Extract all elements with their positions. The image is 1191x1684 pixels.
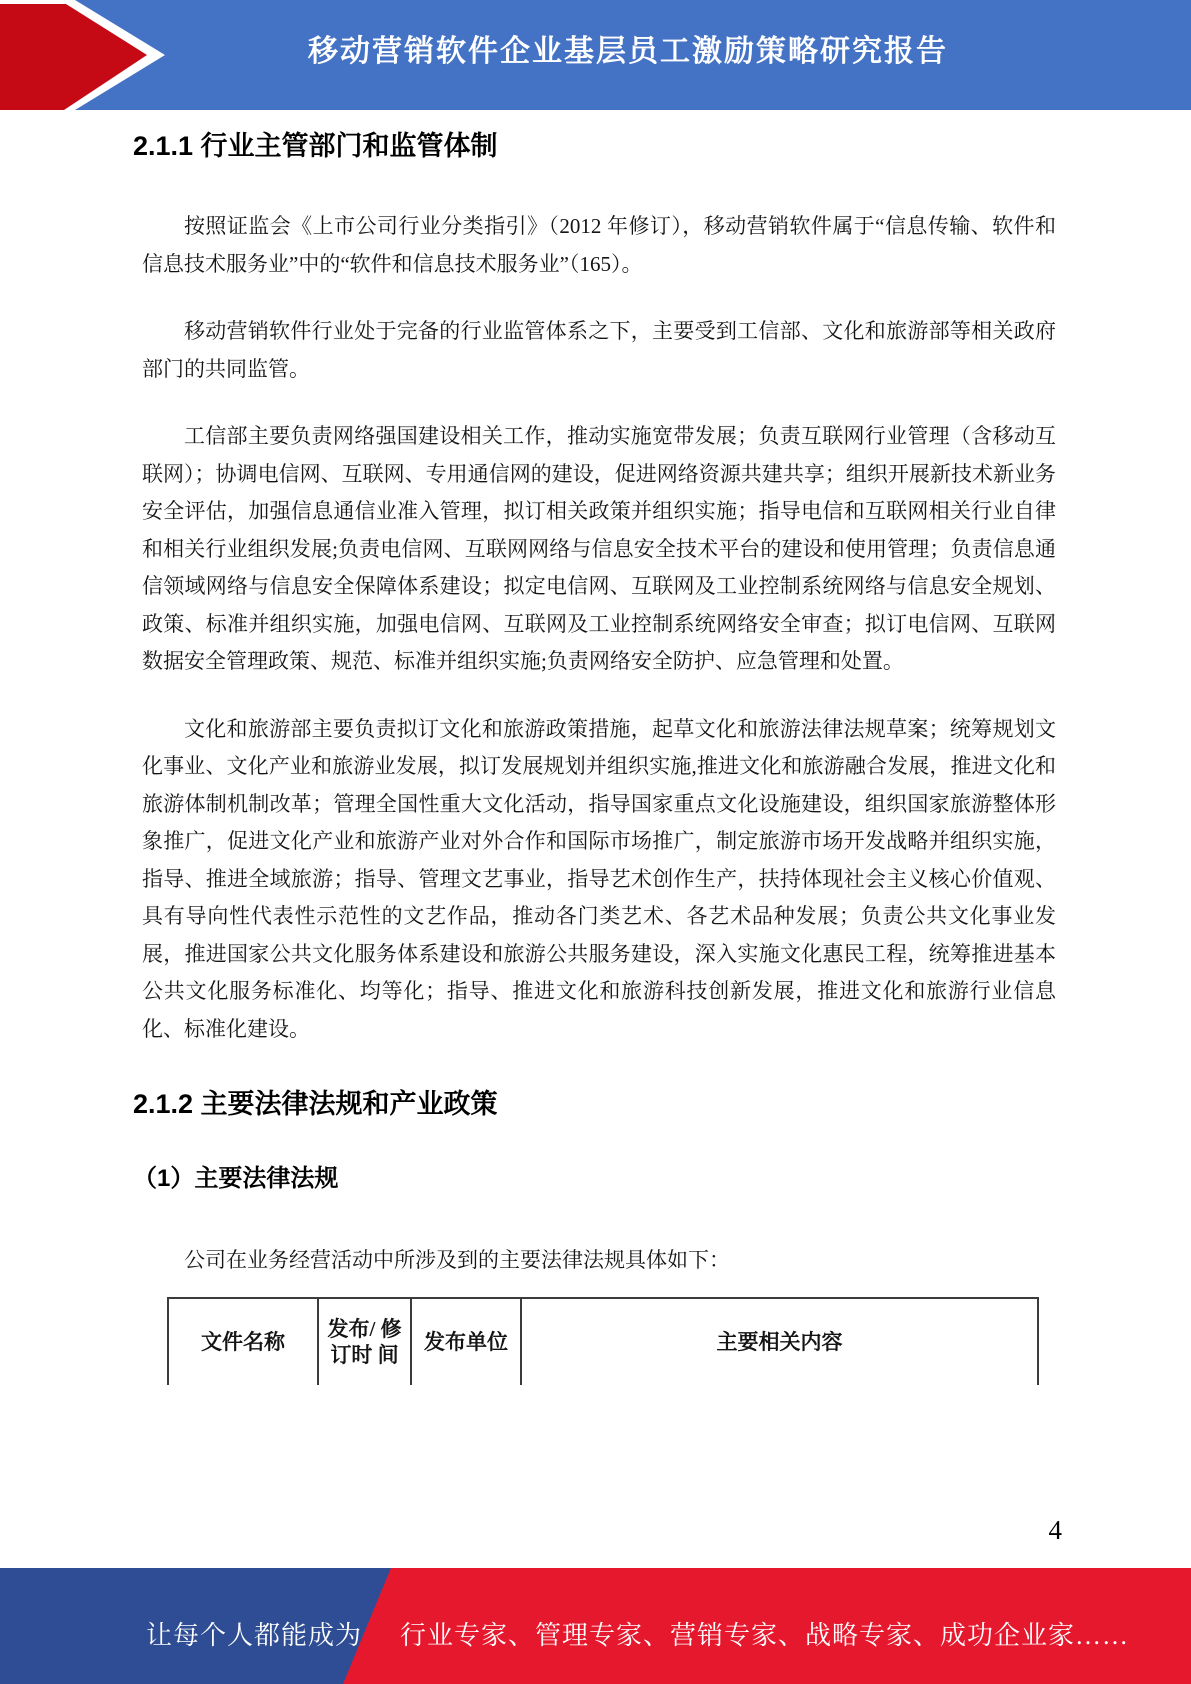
- section-heading-2-1-2: 2.1.2 主要法律法规和产业政策: [133, 1089, 498, 1119]
- table-header-issuing-unit: 发布单位: [412, 1299, 522, 1385]
- document-body: [0, 110, 1191, 1385]
- page-number: 4: [1048, 1515, 1062, 1545]
- paragraph-industry-classification: 按照证监会《上市公司行业分类指引》（2012 年修订），移动营销软件属于“信息传输、软件和信息技术服务业”中的“软件和信息技术服务业”（165）。: [142, 214, 1056, 276]
- footer-banner: [0, 1568, 1191, 1684]
- paragraph-miit-duties: 工信部主要负责网络强国建设相关工作，推动实施宽带发展；负责互联网行业管理（含移动互联网）；协调电信网、互联网、专用通信网的建设，促进网络资源共建共享；组织开展新技术新业务安全评估，加强信息通信业准入管理，拟订相关政策并组织实施；指导电信和互联网相关行业自律和相关行业组织发展;负责电信网、互联网网络与信息安全技术平台的建设和使用管理；负责信息通信领域网络与信息安全保障体系建设；拟定电信网、互联网及工业控制系统网络与信息安全规划、政策、标准并组织实施，加强电信网、互联网及工业控制系统网络安全审查；拟订电信网、互联网数据安全管理政策、规范、标准并组织实施;负责网络安全防护、应急管理和处置。: [142, 424, 1056, 673]
- table-header-document-name: 文件名称: [169, 1299, 319, 1385]
- table-header-main-content: 主要相关内容: [716, 1329, 843, 1354]
- paragraph-laws-intro: 公司在业务经营活动中所涉及到的主要法律法规具体如下：: [184, 1248, 730, 1272]
- section-heading-2-1-1: 2.1.1 行业主管部门和监管体制: [133, 131, 498, 161]
- report-title: 移动营销软件企业基层员工激励策略研究报告: [308, 35, 948, 68]
- footer-slogan-right: 行业专家、管理专家、营销专家、战略专家、成功企业家……: [400, 1621, 1130, 1650]
- laws-table: [167, 1297, 1039, 1385]
- paragraph-culture-tourism-duties: 文化和旅游部主要负责拟订文化和旅游政策措施，起草文化和旅游法律法规草案；统筹规划文化事业、文化产业和旅游业发展，拟订发展规划并组织实施,推进文化和旅游融合发展，推进文化和旅游体制机制改革；管理全国性重大文化活动，指导国家重点文化设施建设，组织国家旅游整体形象推广，促进文化产业和旅游产业对外合作和国际市场推广，制定旅游市场开发战略并组织实施，指导、推进全域旅游；指导、管理文艺事业，指导艺术创作生产，扶持体现社会主义核心价值观、具有导向性代表性示范性的文艺作品，推动各门类艺术、各艺术品种发展；负责公共文化事业发展，推进国家公共文化服务体系建设和旅游公共服务建设，深入实施文化惠民工程，统筹推进基本公共文化服务标准化、均等化；指导、推进文化和旅游科技创新发展，推进文化和旅游行业信息化、标准化建设。: [142, 716, 1056, 1041]
- footer-slogan-left: 让每个人都能成为: [146, 1621, 363, 1650]
- report-header-banner: [0, 0, 1191, 110]
- paragraph-regulatory-system: 移动营销软件行业处于完备的行业监管体系之下，主要受到工信部、文化和旅游部等相关政府部门的共同监管。: [142, 319, 1056, 381]
- subsection-heading-laws: （1）主要法律法规: [133, 1165, 339, 1192]
- table-header-issue-date: 发布/ 修订时 间: [319, 1299, 412, 1385]
